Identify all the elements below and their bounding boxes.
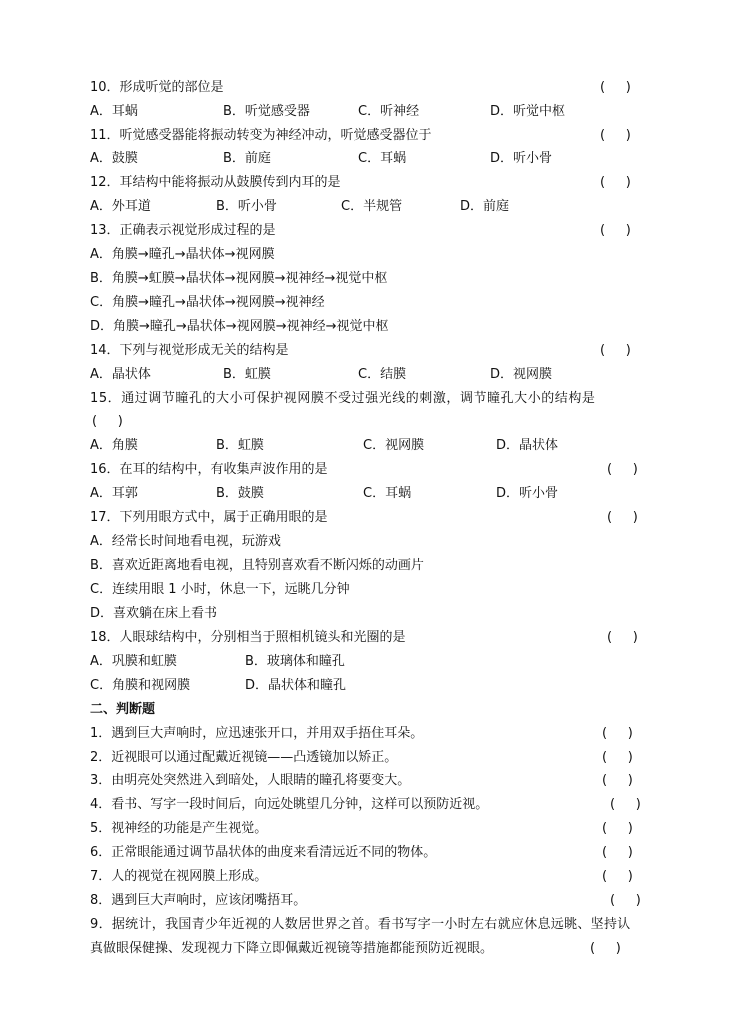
question-14 [90, 341, 289, 361]
judgement-item-5: 5．视神经的功能是产生视觉。 [90, 821, 268, 836]
judgement-item-6: 6．正常眼能通过调节晶状体的曲度来看清远近不同的物体。 [90, 845, 437, 860]
option-c: C．角膜和视网膜 [90, 678, 191, 693]
answer-blank[interactable]: ( ) [610, 797, 641, 812]
answer-blank[interactable]: ( ) [607, 510, 638, 525]
question-13 [90, 221, 276, 241]
option-b: B．玻璃体和瞳孔 [245, 654, 345, 669]
answer-blank[interactable]: ( ) [602, 845, 633, 860]
question-number: 12． [90, 175, 120, 190]
options-row [90, 102, 650, 122]
question-number: 15． [90, 391, 122, 406]
answer-blank[interactable]: ( ) [602, 726, 633, 741]
option-b: B．听小骨 [216, 199, 277, 214]
answer-blank[interactable]: ( ) [602, 821, 633, 836]
options-row [90, 652, 490, 672]
option-a: A．外耳道 [90, 199, 151, 214]
option-b: B．角膜→虹膜→晶状体→视网膜→视神经→视觉中枢 [90, 271, 388, 286]
judgement-item-8: 8．遇到巨大声响时，应该闭嘴捂耳。 [90, 893, 307, 908]
option-a: A．鼓膜 [90, 151, 138, 166]
option-a: A．耳蜗 [90, 104, 138, 119]
question-number: 10． [90, 80, 120, 95]
judgement-item-9: 9．据统计，我国青少年近视的人数居世界之首。看书写字一小时左右就应休息远眺、坚持认 [90, 917, 631, 932]
answer-blank[interactable]: ( ) [610, 893, 641, 908]
question-17 [90, 508, 328, 528]
options-row [90, 484, 650, 504]
option-c: C．连续用眼 1 小时，休息一下，远眺几分钟 [90, 582, 350, 597]
option-d: D．角膜→瞳孔→晶状体→视网膜→视神经→视觉中枢 [90, 319, 389, 334]
answer-blank[interactable]: ( ) [600, 175, 631, 190]
answer-blank[interactable]: ( ) [600, 128, 631, 143]
option-b: B．鼓膜 [216, 486, 264, 501]
question-text: 下列用眼方式中，属于正确用眼的是 [119, 510, 328, 525]
option-d: D．晶状体和瞳孔 [245, 678, 347, 693]
option-a: A．巩膜和虹膜 [90, 654, 177, 669]
question-number: 14． [90, 343, 120, 358]
question-16 [90, 460, 328, 480]
answer-blank[interactable]: ( ) [602, 773, 633, 788]
option-b: B．听觉感受器 [223, 104, 310, 119]
option-c: C．耳蜗 [363, 486, 412, 501]
question-text: 形成听觉的部位是 [119, 80, 224, 95]
option-d: D．听小骨 [496, 486, 559, 501]
option-d: D．视网膜 [490, 367, 553, 382]
options-row [90, 676, 490, 696]
option-d: D．听小骨 [490, 151, 553, 166]
option-b: B．喜欢近距离地看电视，且特别喜欢看不断闪烁的动画片 [90, 558, 424, 573]
section-title: 二、判断题 [90, 702, 156, 717]
option-c: C．角膜→瞳孔→晶状体→视网膜→视神经 [90, 295, 325, 310]
question-10 [90, 78, 224, 98]
option-c: C．耳蜗 [358, 151, 407, 166]
option-c: C．结膜 [358, 367, 407, 382]
question-text: 通过调节瞳孔的大小可保护视网膜不受过强光线的刺激，调节瞳孔大小的结构是 [121, 391, 596, 406]
option-a: A．耳郭 [90, 486, 138, 501]
option-b: B．虹膜 [216, 438, 264, 453]
judgement-item-3: 3．由明亮处突然进入到暗处，人眼睛的瞳孔将要变大。 [90, 773, 411, 788]
question-12 [90, 173, 341, 193]
answer-blank[interactable]: ( ) [590, 941, 621, 956]
option-b: B．前庭 [223, 151, 271, 166]
judgement-item-7: 7．人的视觉在视网膜上形成。 [90, 869, 268, 884]
question-11 [90, 126, 432, 146]
option-d: D．喜欢躺在床上看书 [90, 606, 218, 621]
answer-blank[interactable]: ( ) [607, 462, 638, 477]
judgement-item-2: 2．近视眼可以通过配戴近视镜——凸透镜加以矫正。 [90, 750, 398, 765]
question-number: 13． [90, 223, 120, 238]
option-c: C．听神经 [358, 104, 420, 119]
answer-blank[interactable]: ( ) [602, 869, 633, 884]
option-b: B．虹膜 [223, 367, 271, 382]
option-a: A．角膜→瞳孔→晶状体→视网膜 [90, 247, 275, 262]
answer-blank[interactable]: ( ) [600, 80, 631, 95]
question-text: 耳结构中能将振动从鼓膜传到内耳的是 [119, 175, 341, 190]
question-text: 在耳的结构中，有收集声波作用的是 [119, 462, 328, 477]
answer-blank[interactable]: ( ) [600, 223, 631, 238]
judgement-item-9-continued: 真做眼保健操、发现视力下降立即佩戴近视镜等措施都能预防近视眼。 [90, 941, 494, 956]
option-c: C．视网膜 [363, 438, 425, 453]
question-text: 听觉感受器能将振动转变为神经冲动，听觉感受器位于 [119, 128, 432, 143]
question-number: 17． [90, 510, 120, 525]
option-d: D．听觉中枢 [490, 104, 566, 119]
options-row [90, 436, 650, 456]
question-number: 18． [90, 630, 120, 645]
option-d: D．晶状体 [496, 438, 559, 453]
question-text: 人眼球结构中，分别相当于照相机镜头和光圈的是 [119, 630, 406, 645]
question-text: 下列与视觉形成无关的结构是 [119, 343, 289, 358]
option-a: A．晶状体 [90, 367, 151, 382]
judgement-item-1: 1．遇到巨大声响时，应迅速张开口，并用双手捂住耳朵。 [90, 726, 424, 741]
option-a: A．角膜 [90, 438, 138, 453]
question-number: 16． [90, 462, 120, 477]
question-15 [90, 389, 655, 409]
options-row [90, 365, 650, 385]
options-row [90, 149, 650, 169]
question-number: 11． [90, 128, 120, 143]
question-18 [90, 628, 406, 648]
question-text: 正确表示视觉形成过程的是 [119, 223, 276, 238]
answer-blank[interactable]: ( ) [600, 343, 631, 358]
judgement-item-4: 4．看书、写字一段时间后，向远处眺望几分钟，这样可以预防近视。 [90, 797, 489, 812]
options-row [90, 197, 650, 217]
option-a: A．经常长时间地看电视，玩游戏 [90, 534, 281, 549]
option-d: D．前庭 [460, 199, 510, 214]
answer-blank[interactable]: ( ) [92, 414, 123, 429]
answer-blank[interactable]: ( ) [607, 630, 638, 645]
answer-blank[interactable]: ( ) [602, 750, 633, 765]
option-c: C．半规管 [341, 199, 403, 214]
